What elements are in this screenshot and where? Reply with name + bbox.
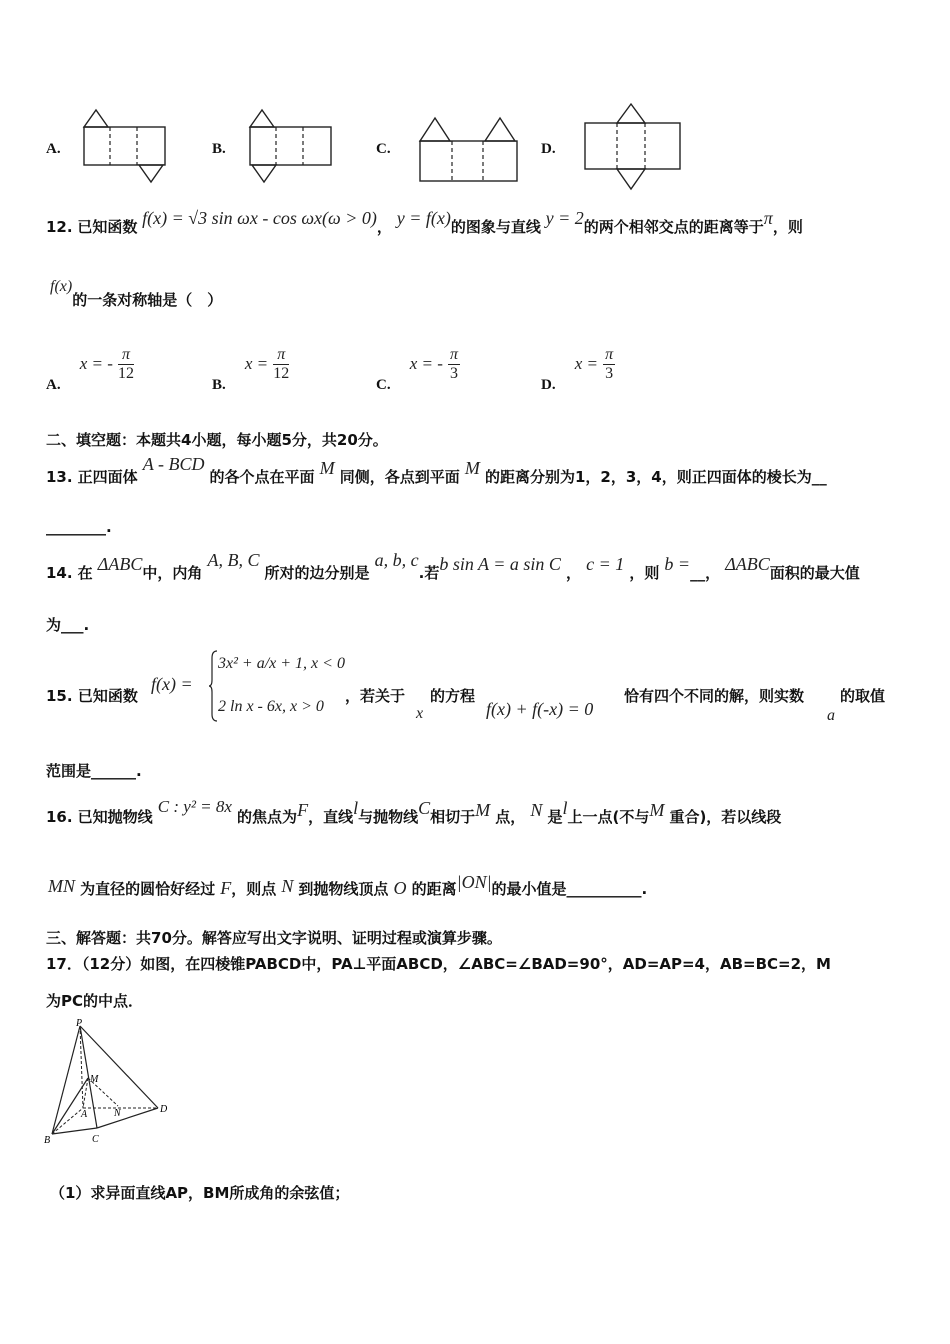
q17-line1: 17．（12分）如图，在四棱锥PABCD中，PA⊥平面ABCD，∠ABC=∠BAD=90°，AD=AP=4，AB=BC=2，M (46, 955, 831, 973)
q15-number: 15. 已知函数 (46, 687, 138, 705)
q11-option-c-label: C. (376, 141, 391, 157)
q12-option-a: A. x = - $\frac{\pi}{12}$ (46, 346, 134, 393)
q14-question: 14. 在 ΔABC中，内角 A, B, C 所对的边分别是 a, b, c.若b sin A = a sin C ， c = 1 ，则 b =__， ΔABC面积的最大值 (46, 550, 860, 582)
q15-text2: ，若关于 (345, 687, 406, 705)
q15-equation: f(x) + f(-x) = 0 (486, 699, 594, 719)
q15-text5: 的取值 (840, 687, 886, 705)
q16-line2: MN 为直径的圆恰好经过 F，则点 N 到抛物线顶点 O 的距离|ON|的最小值是__________. (48, 872, 648, 898)
q12-option-c: C. x = - $\frac{\pi}{3}$ (376, 346, 458, 393)
q12-option-d: D. x = $\frac{\pi}{3}$ (541, 346, 614, 393)
q17-pyramid-figure (40, 1016, 180, 1150)
q16-question: 16. 已知抛物线 C : y² = 8x 的焦点为F，直线l与抛物线C相切于M 点， N 是l上一点(不与M 重合)，若以线段 (46, 797, 782, 826)
label-b: B (44, 1135, 51, 1146)
q12-question-line2: f(x)的一条对称轴是（ ） (50, 278, 223, 309)
q15-line2: 范围是______. (46, 762, 142, 780)
q15-var-a: a (827, 707, 835, 724)
label-a: A (81, 1109, 88, 1120)
q15-var-x: x (416, 705, 424, 722)
section3-heading: 三、解答题：共70分。解答应写出文字说明、证明过程或演算步骤。 (46, 929, 502, 947)
q15-function-lhs: f(x) = (151, 674, 193, 694)
q14-line2: 为___. (46, 616, 90, 634)
q11-option-a-label: A. (46, 141, 61, 157)
q11-option-d-label: D. (541, 141, 556, 157)
q15-case1: 3x² + a/x + 1, x < 0 (218, 655, 345, 672)
q15-text4: 恰有四个不同的解，则实数 (624, 687, 805, 705)
label-m: M (90, 1074, 99, 1085)
q17-line2: 为PC的中点． (46, 992, 144, 1010)
label-p: P (76, 1018, 83, 1029)
q12-option-b: B. x = $\frac{\pi}{12}$ (212, 346, 290, 393)
label-d: D (160, 1104, 168, 1115)
q11-figure-a (80, 106, 170, 184)
q12-question: 12. 已知函数 f(x) = √3 sin ωx - cos ωx(ω > 0)， y = f(x)的图象与直线 y = 2的两个相邻交点的距离等于π，则 (46, 208, 803, 236)
q11-figure-c (416, 113, 522, 185)
q13-answer-blank: ________. (46, 518, 112, 536)
section2-heading: 二、填空题：本题共4小题，每小题5分，共20分。 (46, 431, 388, 449)
label-c: C (92, 1134, 99, 1145)
q15-text3: 的方程 (430, 687, 476, 705)
q11-option-b-label: B. (212, 141, 226, 157)
q15-case2: 2 ln x - 6x, x > 0 (218, 698, 324, 715)
q11-figure-b (246, 106, 336, 184)
q17-part1: （1）求异面直线AP，BM所成角的余弦值； (50, 1184, 350, 1202)
q11-figure-d (581, 101, 683, 193)
label-n: N (114, 1108, 121, 1119)
q15-brace-icon (208, 650, 218, 722)
q13-question: 13. 正四面体 A - BCD 的各个点在平面 M 同侧，各点到平面 M 的距离分别为1，2，3，4，则正四面体的棱长为__ (46, 454, 827, 486)
